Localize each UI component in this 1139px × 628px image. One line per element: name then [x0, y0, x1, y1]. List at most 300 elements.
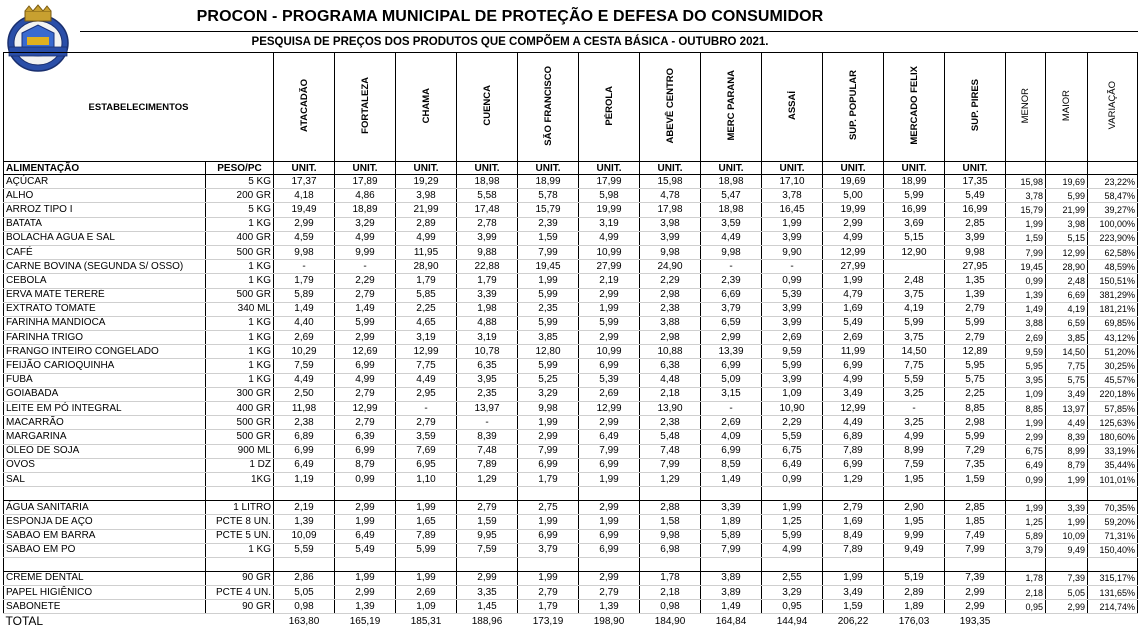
price-cell: 1,29 — [823, 472, 884, 486]
price-cell: 2,79 — [823, 501, 884, 515]
store-header-label: MERC PARANA — [725, 70, 737, 141]
price-cell: 7,48 — [640, 444, 701, 458]
max-price: 19,69 — [1046, 175, 1088, 189]
product-name: ERVA MATE TERERÉ — [4, 288, 206, 302]
price-cell: 7,89 — [823, 444, 884, 458]
price-cell: 4,79 — [823, 288, 884, 302]
price-cell: 3,75 — [884, 288, 945, 302]
max-price: 7,75 — [1046, 359, 1088, 373]
max-price: 13,97 — [1046, 402, 1088, 416]
price-cell: 3,19 — [396, 331, 457, 345]
price-cell: 1,95 — [884, 515, 945, 529]
gap-cell — [457, 487, 518, 501]
product-name: SAL — [4, 472, 206, 486]
stat-header-label: VARIAÇÃO — [1107, 81, 1118, 130]
price-cell: 12,90 — [884, 245, 945, 259]
price-cell: 5,75 — [945, 373, 1006, 387]
price-cell: 12,69 — [335, 345, 396, 359]
price-cell: 12,99 — [823, 402, 884, 416]
variation: 35,44% — [1088, 458, 1138, 472]
price-cell: 5,49 — [945, 189, 1006, 203]
price-cell: 19,69 — [823, 175, 884, 189]
table-row — [4, 402, 1138, 416]
price-cell: 3,99 — [762, 231, 823, 245]
product-weight: 1 LITRO — [206, 501, 274, 515]
price-cell: 24,90 — [640, 260, 701, 274]
price-cell: 2,38 — [640, 416, 701, 430]
price-cell: 5,59 — [762, 430, 823, 444]
price-cell: 9,99 — [884, 529, 945, 543]
variation: 51,20% — [1088, 345, 1138, 359]
price-cell: 9,98 — [274, 245, 335, 259]
store-header-label: ATACADÃO — [298, 79, 310, 132]
price-cell: 6,99 — [518, 458, 579, 472]
price-cell: 5,05 — [274, 586, 335, 600]
price-cell: 2,29 — [762, 416, 823, 430]
price-cell: 2,99 — [274, 217, 335, 231]
gap-cell — [762, 557, 823, 571]
price-cell: 11,99 — [823, 345, 884, 359]
price-cell: 5,49 — [335, 543, 396, 557]
gap-cell — [1088, 487, 1138, 501]
gap-cell — [274, 557, 335, 571]
price-cell: 9,98 — [518, 402, 579, 416]
total-blank — [1046, 614, 1088, 628]
price-cell: 1,49 — [701, 472, 762, 486]
price-cell: - — [274, 260, 335, 274]
price-cell: 3,29 — [518, 387, 579, 401]
store-header-label: CHAMA — [420, 87, 432, 124]
price-cell: 6,89 — [274, 430, 335, 444]
price-cell: 2,89 — [884, 586, 945, 600]
gap-cell — [884, 557, 945, 571]
price-cell: 7,29 — [945, 444, 1006, 458]
price-cell: 16,99 — [945, 203, 1006, 217]
table-row — [4, 345, 1138, 359]
price-cell: 2,38 — [274, 416, 335, 430]
price-cell: 1,29 — [640, 472, 701, 486]
variation: 45,57% — [1088, 373, 1138, 387]
price-cell: 5,00 — [823, 189, 884, 203]
unit-label: UNIT. — [884, 162, 945, 175]
variation: 181,21% — [1088, 302, 1138, 316]
price-cell: 5,99 — [518, 316, 579, 330]
min-price: 1,99 — [1006, 416, 1046, 430]
unit-label: UNIT. — [701, 162, 762, 175]
price-cell: 9,98 — [640, 245, 701, 259]
price-cell: 1,59 — [823, 600, 884, 614]
price-cell: 2,85 — [945, 501, 1006, 515]
price-cell: 6,99 — [823, 359, 884, 373]
variation: 23,22% — [1088, 175, 1138, 189]
price-cell: 2,99 — [518, 430, 579, 444]
price-cell: 2,69 — [579, 387, 640, 401]
price-cell: 5,39 — [762, 288, 823, 302]
price-cell: 3,98 — [640, 217, 701, 231]
price-cell: 4,88 — [457, 316, 518, 330]
price-cell: 2,48 — [884, 274, 945, 288]
store-header — [701, 53, 762, 162]
price-cell: 6,99 — [823, 458, 884, 472]
product-weight: 400 GR — [206, 402, 274, 416]
table-row — [4, 472, 1138, 486]
price-cell: 7,99 — [579, 444, 640, 458]
store-header-label: ABEVÊ CENTRO — [664, 67, 676, 144]
price-cell: 6,99 — [274, 444, 335, 458]
price-cell: 18,98 — [701, 175, 762, 189]
price-cell: 9,90 — [762, 245, 823, 259]
total-value: 184,90 — [654, 615, 686, 627]
total-value: 185,31 — [410, 615, 442, 627]
price-cell: 5,89 — [274, 288, 335, 302]
price-cell: 5,99 — [518, 288, 579, 302]
price-cell: 6,59 — [701, 316, 762, 330]
price-cell: 0,99 — [762, 472, 823, 486]
gap-cell — [640, 487, 701, 501]
min-price: 1,78 — [1006, 571, 1046, 585]
product-name: CARNE BOVINA (SEGUNDA S/ OSSO) — [4, 260, 206, 274]
price-cell: 5,99 — [579, 316, 640, 330]
variation: 100,00% — [1088, 217, 1138, 231]
price-cell: 2,35 — [457, 387, 518, 401]
table-row — [4, 515, 1138, 529]
price-cell: 1,79 — [518, 472, 579, 486]
price-cell: 17,89 — [335, 175, 396, 189]
product-weight: 90 GR — [206, 600, 274, 614]
price-cell: 2,39 — [701, 274, 762, 288]
price-cell: 2,98 — [640, 331, 701, 345]
gap-cell — [1046, 557, 1088, 571]
product-name: BATATA — [4, 217, 206, 231]
product-name: ESPONJA DE AÇO — [4, 515, 206, 529]
section-gap — [4, 557, 1138, 571]
table-row — [4, 331, 1138, 345]
price-cell: 5,59 — [884, 373, 945, 387]
price-cell: 15,98 — [640, 175, 701, 189]
price-cell: 3,25 — [884, 416, 945, 430]
price-cell: 7,48 — [457, 444, 518, 458]
min-price: 6,75 — [1006, 444, 1046, 458]
price-cell: 5,47 — [701, 189, 762, 203]
price-cell: 1,39 — [335, 600, 396, 614]
price-cell: 5,49 — [823, 316, 884, 330]
store-header — [762, 53, 823, 162]
price-cell: 1,49 — [274, 302, 335, 316]
min-price: 9,59 — [1006, 345, 1046, 359]
stat-header — [1046, 53, 1088, 162]
price-cell: 2,39 — [518, 217, 579, 231]
price-cell: - — [701, 402, 762, 416]
stat-blank — [1088, 162, 1138, 175]
price-cell: 5,19 — [884, 571, 945, 585]
price-cell: 6,49 — [579, 430, 640, 444]
price-cell: 2,75 — [518, 501, 579, 515]
price-cell: 2,95 — [396, 387, 457, 401]
price-cell: 3,19 — [579, 217, 640, 231]
product-weight: 300 GR — [206, 387, 274, 401]
price-cell: - — [457, 416, 518, 430]
price-cell: 2,79 — [518, 586, 579, 600]
price-cell: 1,99 — [579, 515, 640, 529]
table-row — [4, 430, 1138, 444]
product-weight: 200 GR — [206, 189, 274, 203]
price-cell: 0,99 — [335, 472, 396, 486]
price-cell — [884, 260, 945, 274]
price-cell: 1,78 — [640, 571, 701, 585]
price-cell: 7,49 — [945, 529, 1006, 543]
price-cell: 4,18 — [274, 189, 335, 203]
variation: 214,74% — [1088, 600, 1138, 614]
price-cell: 2,79 — [457, 501, 518, 515]
price-cell: 7,59 — [457, 543, 518, 557]
product-name: ALHO — [4, 189, 206, 203]
stat-header — [1006, 53, 1046, 162]
price-cell: 1,99 — [762, 217, 823, 231]
product-name: SABÃO EM PÓ — [4, 543, 206, 557]
price-cell: 1,99 — [518, 515, 579, 529]
variation: 150,51% — [1088, 274, 1138, 288]
price-cell: 6,38 — [640, 359, 701, 373]
price-cell: 4,49 — [701, 231, 762, 245]
price-cell: 2,25 — [396, 302, 457, 316]
price-cell: 1,59 — [945, 472, 1006, 486]
price-cell: - — [396, 402, 457, 416]
min-price: 2,18 — [1006, 586, 1046, 600]
header-row — [4, 53, 1138, 162]
product-name: EXTRATO TOMATE — [4, 302, 206, 316]
price-cell: 2,99 — [823, 217, 884, 231]
price-cell: 7,35 — [945, 458, 1006, 472]
price-cell: 7,89 — [396, 529, 457, 543]
unit-label: UNIT. — [518, 162, 579, 175]
table-row — [4, 529, 1138, 543]
product-weight: 90 GR — [206, 571, 274, 585]
price-cell: 5,09 — [701, 373, 762, 387]
table-row — [4, 359, 1138, 373]
table-row — [4, 600, 1138, 614]
store-header-label: SUP. PIRES — [969, 79, 981, 132]
price-cell: 2,69 — [762, 331, 823, 345]
price-cell: - — [762, 260, 823, 274]
product-weight: PCTE 5 UN. — [206, 529, 274, 543]
price-cell: 6,89 — [823, 430, 884, 444]
price-cell: 7,89 — [457, 458, 518, 472]
gap-cell — [640, 557, 701, 571]
price-cell: 3,69 — [884, 217, 945, 231]
product-weight: PCTE 8 UN. — [206, 515, 274, 529]
price-cell: 10,09 — [274, 529, 335, 543]
price-cell: 5,59 — [274, 543, 335, 557]
price-cell: 3,59 — [396, 430, 457, 444]
table-row — [4, 302, 1138, 316]
price-cell: 5,99 — [518, 359, 579, 373]
store-header-label: ASSAÍ — [786, 90, 798, 121]
price-cell: 8,59 — [701, 458, 762, 472]
price-cell: 10,29 — [274, 345, 335, 359]
product-name: ARROZ TIPO I — [4, 203, 206, 217]
price-cell: 2,99 — [579, 288, 640, 302]
gap-cell — [518, 557, 579, 571]
table-row — [4, 217, 1138, 231]
min-price: 1,49 — [1006, 302, 1046, 316]
price-cell: 7,75 — [884, 359, 945, 373]
product-weight: 1 KG — [206, 345, 274, 359]
price-cell: 3,29 — [335, 217, 396, 231]
min-price: 3,79 — [1006, 543, 1046, 557]
price-cell: 2,99 — [579, 501, 640, 515]
price-cell: 4,99 — [762, 543, 823, 557]
min-price: 7,99 — [1006, 245, 1046, 259]
price-cell: 1,25 — [762, 515, 823, 529]
price-cell: 4,19 — [884, 302, 945, 316]
price-cell: 19,49 — [274, 203, 335, 217]
price-cell: 5,85 — [396, 288, 457, 302]
price-cell: 4,49 — [823, 416, 884, 430]
max-price: 1,99 — [1046, 515, 1088, 529]
price-cell: 10,99 — [579, 245, 640, 259]
unit-label: UNIT. — [823, 162, 884, 175]
price-cell: 3,29 — [762, 586, 823, 600]
max-price: 4,49 — [1046, 416, 1088, 430]
price-cell: 13,90 — [640, 402, 701, 416]
price-cell: 1,59 — [518, 231, 579, 245]
max-price: 6,69 — [1046, 288, 1088, 302]
max-price: 3,98 — [1046, 217, 1088, 231]
price-cell: 17,37 — [274, 175, 335, 189]
page-title: PROCON - PROGRAMA MUNICIPAL DE PROTEÇÃO E DEFESA DO CONSUMIDOR — [196, 8, 824, 25]
price-cell: 27,95 — [945, 260, 1006, 274]
price-cell: 1,79 — [518, 600, 579, 614]
store-header — [518, 53, 579, 162]
price-cell: 6,75 — [762, 444, 823, 458]
price-cell: 2,85 — [945, 217, 1006, 231]
price-cell: 1,49 — [701, 600, 762, 614]
gap-cell — [945, 557, 1006, 571]
price-cell: 1,09 — [396, 600, 457, 614]
price-cell: 6,39 — [335, 430, 396, 444]
store-header-label: SÃO FRANCISCO — [542, 65, 554, 146]
price-cell: 8,39 — [457, 430, 518, 444]
gap-cell — [206, 557, 274, 571]
price-cell: 3,79 — [701, 302, 762, 316]
price-cell: 1,99 — [335, 571, 396, 585]
min-price: 0,99 — [1006, 274, 1046, 288]
table-row — [4, 260, 1138, 274]
price-cell: 2,79 — [335, 416, 396, 430]
variation: 223,90% — [1088, 231, 1138, 245]
total-blank — [1006, 614, 1046, 628]
price-cell: 3,78 — [762, 189, 823, 203]
price-cell: 10,90 — [762, 402, 823, 416]
unit-label: UNIT. — [335, 162, 396, 175]
product-weight: 5 KG — [206, 203, 274, 217]
price-cell: 3,15 — [701, 387, 762, 401]
max-price: 8,99 — [1046, 444, 1088, 458]
store-header — [274, 53, 335, 162]
table-row — [4, 571, 1138, 585]
price-cell: 4,99 — [823, 231, 884, 245]
price-table — [3, 52, 1138, 628]
price-cell: 1,99 — [823, 571, 884, 585]
product-name: SABONETE — [4, 600, 206, 614]
page-subtitle: PESQUISA DE PREÇOS DOS PRODUTOS QUE COMPÕEM A CESTA BÁSICA - OUTUBRO 2021. — [251, 36, 769, 48]
price-cell: 11,98 — [274, 402, 335, 416]
variation: 43,12% — [1088, 331, 1138, 345]
product-weight: 500 GR — [206, 288, 274, 302]
price-cell: 1,09 — [762, 387, 823, 401]
price-cell: 13,39 — [701, 345, 762, 359]
price-cell: 5,89 — [701, 529, 762, 543]
max-price: 28,90 — [1046, 260, 1088, 274]
total-value: 193,35 — [959, 615, 991, 627]
gap-cell — [1006, 487, 1046, 501]
price-cell: 6,95 — [396, 458, 457, 472]
price-cell: 21,99 — [396, 203, 457, 217]
price-cell: 1,79 — [457, 274, 518, 288]
gap-cell — [4, 557, 206, 571]
price-cell: 3,88 — [640, 316, 701, 330]
price-cell: 1,99 — [335, 515, 396, 529]
min-price: 1,09 — [1006, 387, 1046, 401]
price-cell: 3,95 — [457, 373, 518, 387]
price-cell: 2,18 — [640, 387, 701, 401]
product-name: AÇÚCAR — [4, 175, 206, 189]
price-cell: 6,99 — [701, 444, 762, 458]
price-cell: 5,78 — [518, 189, 579, 203]
price-cell: 6,98 — [640, 543, 701, 557]
gap-cell — [823, 487, 884, 501]
price-cell: 1,79 — [396, 274, 457, 288]
min-price: 1,39 — [1006, 288, 1046, 302]
product-weight: 1 KG — [206, 373, 274, 387]
price-cell: 2,18 — [640, 586, 701, 600]
price-cell: 2,69 — [396, 586, 457, 600]
product-name: FARINHA TRIGO — [4, 331, 206, 345]
price-cell: 2,99 — [579, 331, 640, 345]
price-cell: 6,99 — [335, 359, 396, 373]
variation: 39,27% — [1088, 203, 1138, 217]
price-cell: 3,89 — [701, 586, 762, 600]
product-weight: 5 KG — [206, 175, 274, 189]
price-cell: 1,99 — [518, 274, 579, 288]
max-price: 4,19 — [1046, 302, 1088, 316]
price-cell: 1,39 — [274, 515, 335, 529]
max-price: 2,99 — [1046, 600, 1088, 614]
price-cell: 2,69 — [701, 416, 762, 430]
product-name: GOIABADA — [4, 387, 206, 401]
max-price: 1,99 — [1046, 472, 1088, 486]
price-cell: 1,99 — [823, 274, 884, 288]
weight-header: PESO/PC — [206, 162, 274, 175]
stat-header-label: MENOR — [1020, 87, 1031, 124]
price-cell: 7,59 — [274, 359, 335, 373]
price-cell: 1,10 — [396, 472, 457, 486]
price-cell: 2,35 — [518, 302, 579, 316]
price-cell: 6,99 — [579, 359, 640, 373]
product-name: FUBÁ — [4, 373, 206, 387]
product-weight: 1 KG — [206, 274, 274, 288]
table-row — [4, 274, 1138, 288]
product-weight: 900 ML — [206, 444, 274, 458]
price-cell: 4,78 — [640, 189, 701, 203]
price-cell: 4,49 — [396, 373, 457, 387]
product-weight: 1 KG — [206, 359, 274, 373]
product-name: SABÃO EM BARRA — [4, 529, 206, 543]
price-cell: 16,99 — [884, 203, 945, 217]
min-price: 1,99 — [1006, 217, 1046, 231]
price-cell: 1,39 — [579, 600, 640, 614]
price-cell: 4,49 — [274, 373, 335, 387]
